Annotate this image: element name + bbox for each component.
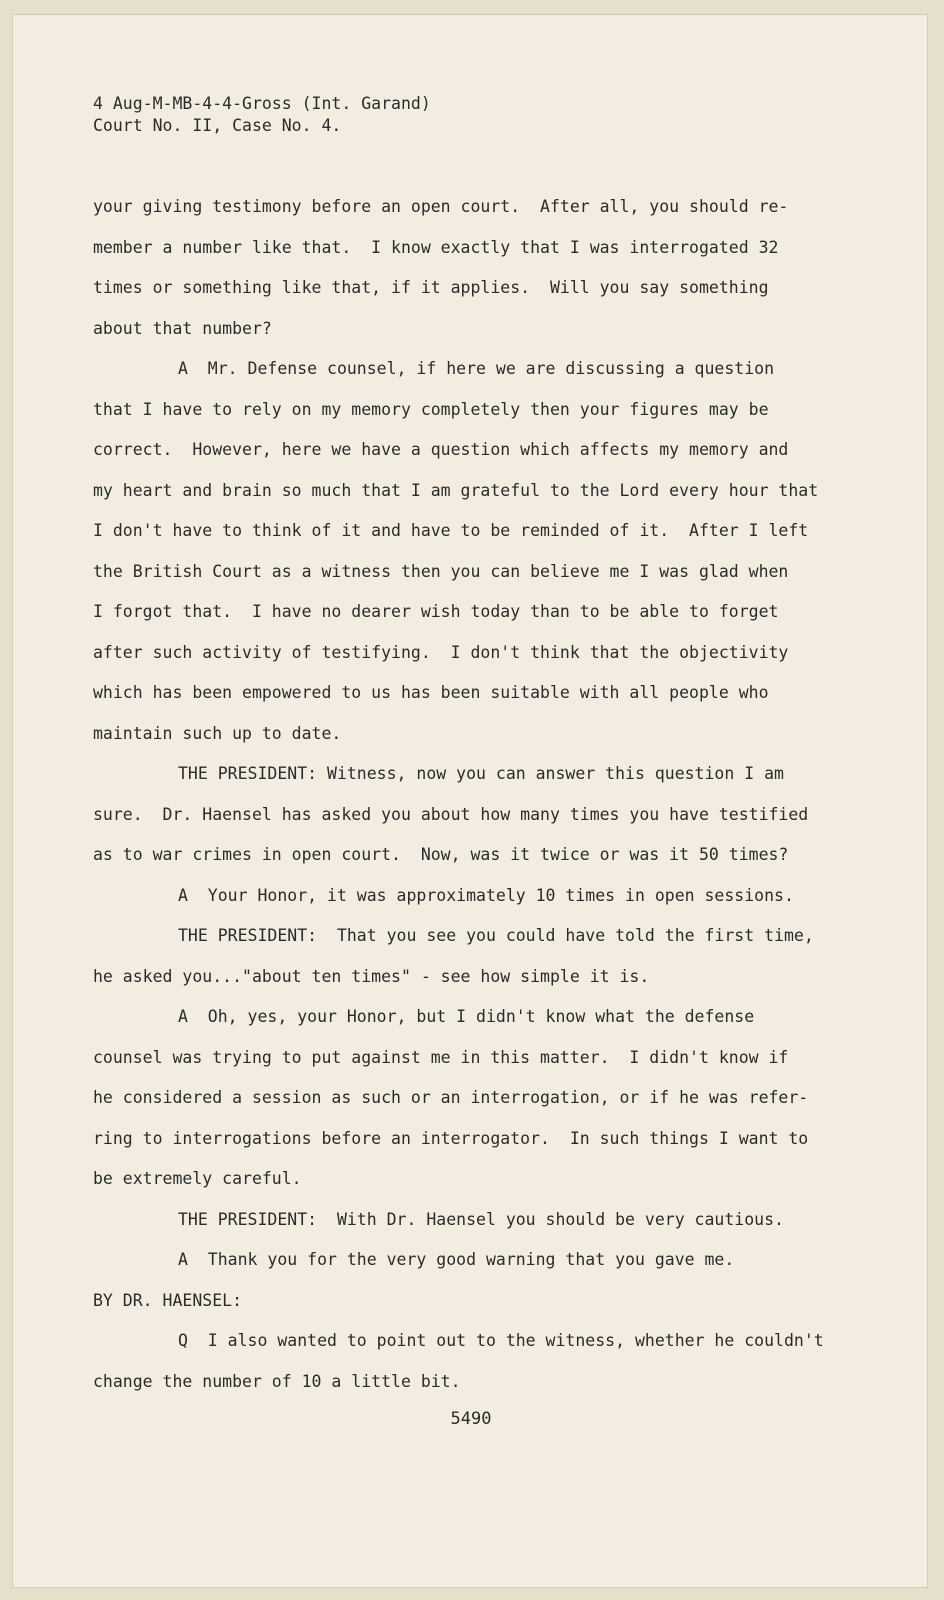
text-line: sure. Dr. Haensel has asked you about how many times you have testified: [93, 804, 809, 824]
text-line: Q I also wanted to point out to the witness, whether he couldn't: [178, 1331, 824, 1350]
text-line: A Mr. Defense counsel, if here we are discussing a question: [178, 359, 775, 378]
text-line: THE PRESIDENT: That you see you could have told the first time,: [178, 926, 814, 945]
text-line: maintain such up to date.: [93, 723, 342, 743]
text-line: A Your Honor, it was approximately 10 times in open sessions.: [178, 885, 794, 905]
text-line: THE PRESIDENT: Witness, now you can answer this question I am: [178, 764, 784, 783]
text-line: I don't have to think of it and have to be reminded of it. After I left: [93, 521, 809, 540]
text-line: my heart and brain so much that I am grateful to the Lord every hour that: [93, 480, 819, 500]
text-line: member a number like that. I know exactly that I was interrogated 32: [93, 237, 779, 257]
text-line: THE PRESIDENT: With Dr. Haensel you should be very cautious.: [178, 1209, 784, 1229]
text-line: BY DR. HAENSEL:: [93, 1290, 243, 1310]
text-line: A Thank you for the very good warning that you gave me.: [178, 1250, 735, 1269]
transcript-body: [93, 187, 853, 1402]
text-line: that I have to rely on my memory completely then your figures may be: [93, 399, 769, 419]
text-line: ring to interrogations before an interrogator. In such things I want to: [93, 1128, 809, 1148]
document-page: [12, 14, 928, 1588]
text-line: times or something like that, if it applies. Will you say something: [93, 278, 769, 297]
text-line: I forgot that. I have no dearer wish today than to be able to forget: [93, 602, 779, 621]
document-header: [93, 93, 431, 137]
page-number: 5490: [450, 1409, 492, 1429]
text-line: correct. However, here we have a question which affects my memory and: [93, 440, 789, 459]
text-line: the British Court as a witness then you can believe me I was glad when: [93, 561, 789, 581]
text-line: A Oh, yes, your Honor, but I didn't know what the defense: [178, 1007, 755, 1026]
text-line: your giving testimony before an open court. After all, you should re-: [93, 197, 789, 216]
text-line: he considered a session as such or an interrogation, or if he was refer-: [93, 1088, 809, 1107]
text-line: be extremely careful.: [93, 1169, 302, 1188]
text-line: as to war crimes in open court. Now, was it twice or was it 50 times?: [93, 845, 789, 864]
text-line: which has been empowered to us has been suitable with all people who: [93, 683, 769, 702]
header-line-2: Court No. II, Case No. 4.: [93, 116, 342, 135]
text-line: he asked you..."about ten times" - see how simple it is.: [93, 966, 650, 986]
text-line: about that number?: [93, 318, 272, 338]
text-line: after such activity of testifying. I don't think that the objectivity: [93, 642, 789, 662]
text-line: change the number of 10 a little bit.: [93, 1371, 461, 1391]
header-line-1: 4 Aug-M-MB-4-4-Gross (Int. Garand): [93, 94, 431, 113]
text-line: counsel was trying to put against me in this matter. I didn't know if: [93, 1047, 789, 1067]
